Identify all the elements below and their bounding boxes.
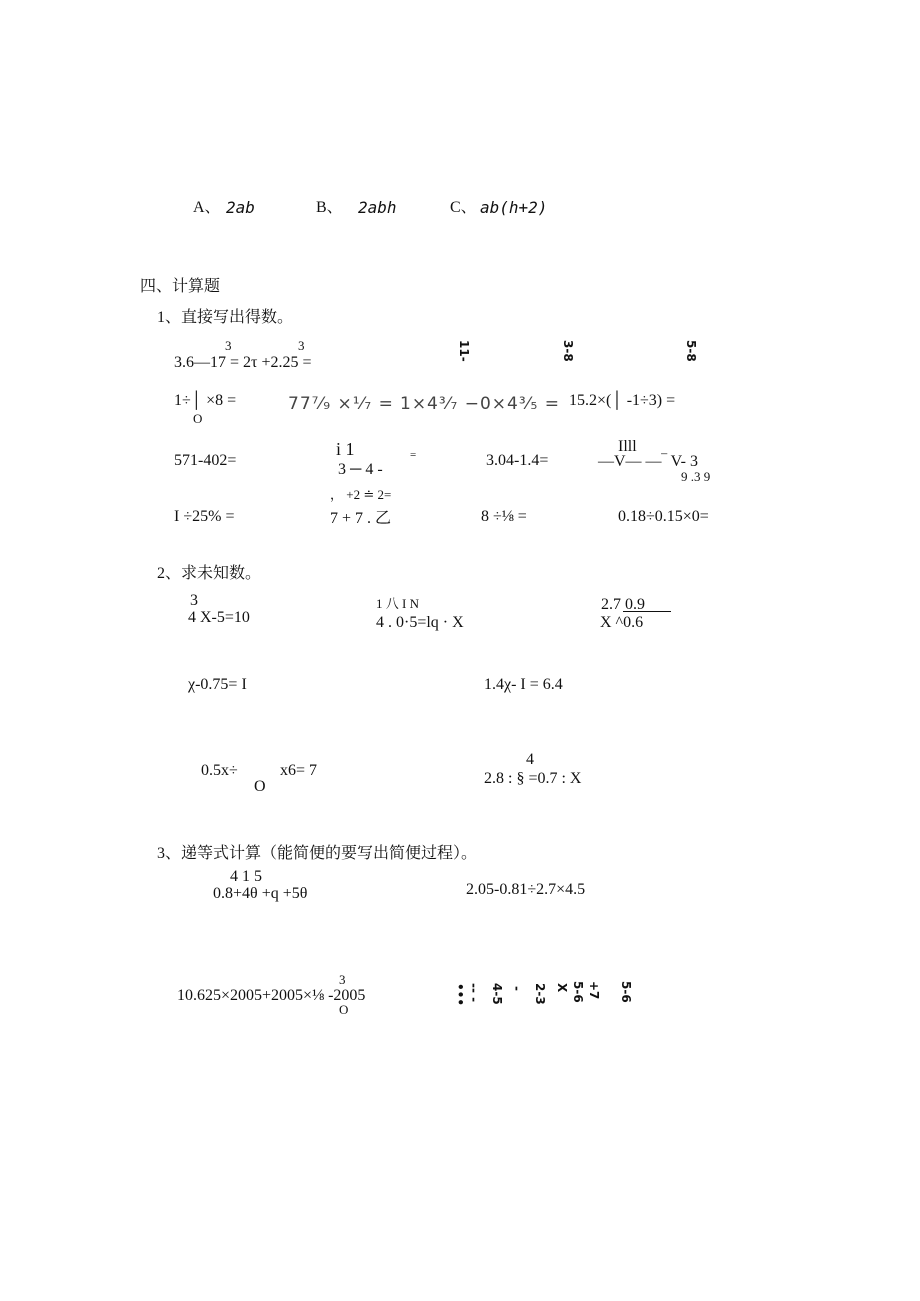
q1-r4-b: 7 + 7 . 乙 bbox=[330, 510, 392, 527]
q3-e4-rot-4: 2-3 bbox=[533, 983, 547, 1005]
q2-e3: X ^0.6 bbox=[600, 614, 644, 631]
q2-e5: 1.4χ- I = 6.4 bbox=[484, 676, 563, 693]
q2-e6-b: x6= 7 bbox=[280, 762, 318, 779]
q1-r1-rot-b: 3-8 bbox=[561, 340, 575, 362]
section-title: 四、计算题 bbox=[140, 278, 221, 295]
q1-r4-b-top: ， +2 ≐ 2= bbox=[330, 487, 392, 502]
q1-r4-a: I ÷25% = bbox=[174, 508, 235, 525]
q3-e3-sub: O bbox=[339, 1002, 349, 1017]
q1-r3-b-bot: 3 ─ 4 - bbox=[338, 461, 383, 478]
q1-r3-b-top: i 1 bbox=[336, 439, 355, 459]
q1-title: 1、直接写出得数。 bbox=[157, 309, 294, 326]
q2-e7-sup: 4 bbox=[526, 751, 534, 768]
q3-e4-rot-0: ••• bbox=[453, 983, 467, 1007]
q1-r2-c: 1×4³⁄₇ −0×4³⁄₅ = bbox=[400, 394, 560, 414]
q3-e3-sup: 3 bbox=[339, 972, 346, 987]
q1-r4-d: 0.18÷0.15×0= bbox=[618, 508, 709, 525]
q2-e1-sup: 3 bbox=[190, 592, 198, 609]
q1-r3-d-mid: —V— —‾ V- 3 bbox=[598, 453, 699, 470]
choice-c-label: C、 bbox=[450, 199, 477, 216]
q1-r3-d-bot: 9 .3 9 bbox=[681, 469, 711, 484]
choice-b-label: B、 bbox=[316, 199, 343, 216]
choice-a-value: 2ab bbox=[226, 198, 255, 217]
q3-e4-rot-8: 5-6 bbox=[619, 981, 633, 1003]
choice-b-value: 2abh bbox=[358, 198, 397, 217]
choice-a-label: A、 bbox=[193, 199, 221, 216]
q3-e1: 0.8+4θ +q +5θ bbox=[213, 885, 308, 902]
q1-r1-sup-b: 3 bbox=[298, 338, 305, 353]
q2-e7: 2.8 : § =0.7 : X bbox=[484, 770, 582, 787]
q1-r2-a: 1÷│ ×8 = bbox=[174, 392, 237, 409]
q3-e1-top: 4 1 5 bbox=[230, 868, 262, 885]
q1-r1-rot-a: 11- bbox=[457, 340, 471, 362]
q2-e1: 4 X-5=10 bbox=[188, 609, 250, 626]
q1-r3-b-eq: = bbox=[410, 449, 417, 461]
q3-e4-rot-6: 5-6 bbox=[571, 981, 585, 1003]
q3-e3: 10.625×2005+2005×⅛ -2005 bbox=[177, 987, 366, 1004]
choice-c-value: ab(h+2) bbox=[480, 198, 548, 217]
q1-r3-c: 3.04-1.4= bbox=[486, 452, 549, 469]
q1-r1-rot-c: 5-8 bbox=[684, 340, 698, 362]
q2-e6-sub: O bbox=[254, 778, 266, 795]
q3-title: 3、递等式计算（能简便的要写出简便过程）。 bbox=[157, 845, 478, 862]
q3-e4-rot-2: 4-5 bbox=[490, 983, 504, 1005]
q2-e3-fraction-bar bbox=[623, 611, 671, 612]
q3-e4-rot-7: +7 bbox=[587, 981, 601, 1000]
q3-e2: 2.05-0.81÷2.7×4.5 bbox=[466, 881, 586, 898]
q2-e6: 0.5x÷ bbox=[201, 762, 238, 779]
q1-r1-expr: 3.6—17 = 2τ +2.25 = bbox=[174, 354, 312, 371]
q2-e2-top: 1 八 I N bbox=[376, 596, 419, 611]
q3-e4-rot-1: -- - bbox=[467, 983, 481, 1003]
q3-e4-rot-3: - bbox=[510, 986, 524, 991]
q3-e4-rot-5: X bbox=[555, 983, 569, 993]
q1-r3-d-top: Illl bbox=[618, 438, 637, 455]
q2-e2: 4 . 0·5=lq · X bbox=[376, 614, 464, 631]
q1-r4-c: 8 ÷⅛ = bbox=[481, 508, 527, 525]
q2-title: 2、求未知数。 bbox=[157, 565, 262, 582]
q1-r1-sup-a: 3 bbox=[225, 338, 232, 353]
q1-r3-a: 571-402= bbox=[174, 452, 237, 469]
q1-r2-d: 15.2×(│ -1÷3) = bbox=[569, 392, 676, 409]
q2-e3-top: 2.7 0.9 bbox=[601, 596, 645, 613]
q1-r2-a-sub: O bbox=[193, 411, 203, 426]
q1-r2-b: 77⁷⁄₉ ×¹⁄₇ = bbox=[288, 394, 394, 414]
q2-e4: χ-0.75= I bbox=[188, 676, 247, 693]
